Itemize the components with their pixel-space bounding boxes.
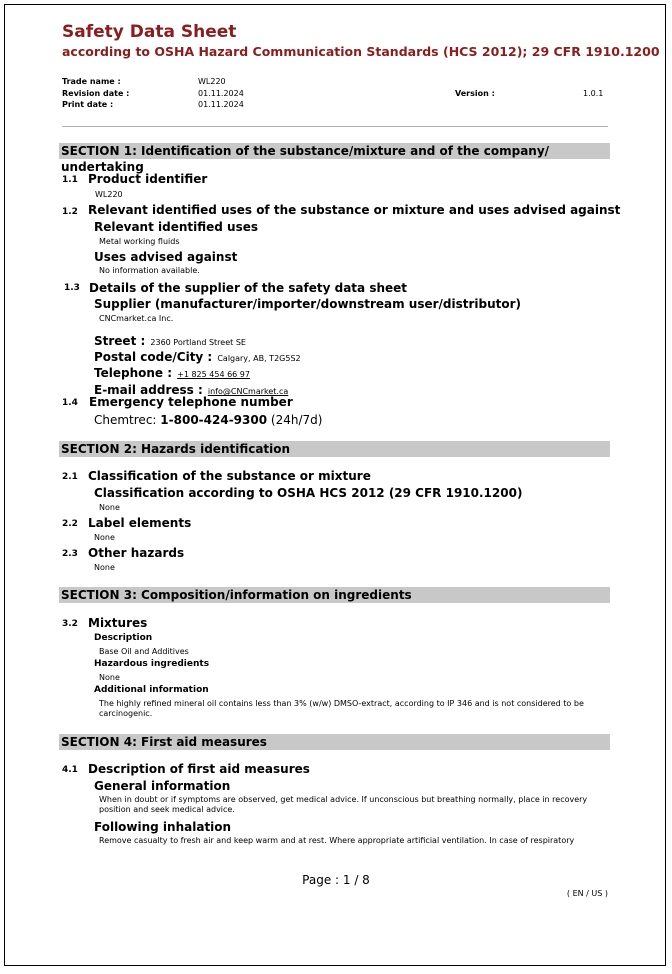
general-information-heading: General information	[94, 779, 231, 793]
revision-date-label: Revision date :	[62, 89, 130, 98]
supplier-heading: Supplier (manufacturer/importer/downstream user/distributor)	[94, 297, 522, 311]
relevant-uses-heading: Relevant identified uses	[94, 220, 259, 234]
supplier-details-heading: Details of the supplier of the safety data sheet	[89, 281, 408, 295]
classification-sub-heading: Classification according to OSHA HCS 2012 (29 CFR 1910.1200)	[94, 486, 523, 500]
emergency-number: 1-800-424-9300	[160, 413, 268, 427]
section-2-2-number: 2.2	[62, 519, 78, 529]
emergency-line	[94, 413, 322, 427]
document-title: Safety Data Sheet	[62, 22, 237, 42]
print-date-value: 01.11.2024	[198, 100, 244, 109]
description-value: Base Oil and Additives	[99, 647, 189, 656]
section-1-1-number: 1.1	[62, 175, 78, 185]
section-3-2-number: 3.2	[62, 619, 78, 629]
section-1-4-number: 1.4	[62, 398, 78, 408]
classification-heading: Classification of the substance or mixture	[88, 469, 371, 483]
label-elements-value: None	[94, 533, 115, 542]
trade-name-label: Trade name :	[62, 77, 121, 86]
emergency-prefix: Chemtrec:	[94, 413, 157, 427]
other-hazards-value: None	[94, 563, 115, 572]
postal-value: Calgary, AB, T2G5S2	[217, 354, 301, 363]
revision-date-value: 01.11.2024	[198, 89, 244, 98]
hazardous-ingredients-heading: Hazardous ingredients	[94, 659, 210, 669]
relevant-uses-value: Metal working fluids	[99, 237, 180, 246]
first-aid-description-heading: Description of first aid measures	[88, 762, 310, 776]
telephone-label: Telephone :	[94, 366, 173, 380]
following-inhalation-value: Remove casualty to fresh air and keep warm and at rest. Where appropriate artificial ventilation. In case of respiratory	[99, 836, 575, 845]
other-hazards-heading: Other hazards	[88, 546, 185, 560]
uses-advised-against-heading: Uses advised against	[94, 250, 238, 264]
email-label: E-mail address :	[94, 383, 203, 397]
emergency-heading: Emergency telephone number	[89, 395, 293, 409]
telephone-link[interactable]: +1 825 454 66 97	[177, 370, 250, 379]
additional-information-value: The highly refined mineral oil contains less than 3% (w/w) DMSO-extract, according to IP 346 and is not considered to be carcinogenic.	[99, 699, 584, 718]
label-elements-heading: Label elements	[88, 516, 192, 530]
additional-information-heading: Additional information	[94, 685, 209, 695]
following-inhalation-heading: Following inhalation	[94, 820, 232, 834]
hazardous-ingredients-value: None	[99, 673, 120, 682]
version-label: Version :	[455, 89, 495, 98]
document-subtitle: according to OSHA Hazard Communication Standards (HCS 2012); 29 CFR 1910.1200	[62, 44, 660, 59]
version-value: 1.0.1	[583, 89, 604, 98]
product-identifier-value: WL220	[95, 190, 123, 199]
email-link[interactable]: info@CNCmarket.ca	[207, 387, 289, 396]
section-4-header: SECTION 4: First aid measures	[59, 734, 610, 750]
section-1-3-number: 1.3	[64, 283, 80, 293]
street-value: 2360 Portland Street SE	[150, 338, 246, 347]
general-information-value: When in doubt or if symptoms are observed, get medical advice. If unconscious but breathing normally, place in recovery position and seek medical advice.	[99, 795, 588, 814]
section-1-2-number: 1.2	[62, 207, 78, 217]
section-3-header: SECTION 3: Composition/information on ingredients	[59, 587, 610, 603]
section-2-header: SECTION 2: Hazards identification	[59, 441, 610, 457]
trade-name-value: WL220	[198, 77, 226, 86]
supplier-name: CNCmarket.ca Inc.	[99, 314, 174, 323]
postal-label: Postal code/City :	[94, 350, 213, 364]
emergency-suffix: (24h/7d)	[270, 413, 323, 427]
section-2-1-number: 2.1	[62, 472, 78, 482]
product-identifier-heading: Product identifier	[88, 172, 208, 186]
section-4-1-number: 4.1	[62, 765, 78, 775]
classification-value: None	[99, 503, 120, 512]
street-label: Street :	[94, 334, 146, 348]
print-date-label: Print date :	[62, 100, 114, 109]
uses-advised-against-value: No information available.	[99, 266, 200, 275]
description-heading: Description	[94, 633, 153, 643]
language-code: ( EN / US )	[566, 889, 608, 898]
mixtures-heading: Mixtures	[88, 616, 148, 630]
section-1-header: SECTION 1: Identification of the substance/mixture and of the company/ undertaking	[59, 143, 610, 159]
section-2-3-number: 2.3	[62, 549, 78, 559]
page-number: Page : 1 / 8	[302, 873, 370, 887]
header-divider	[62, 126, 608, 127]
uses-heading: Relevant identified uses of the substance or mixture and uses advised against	[88, 203, 621, 217]
